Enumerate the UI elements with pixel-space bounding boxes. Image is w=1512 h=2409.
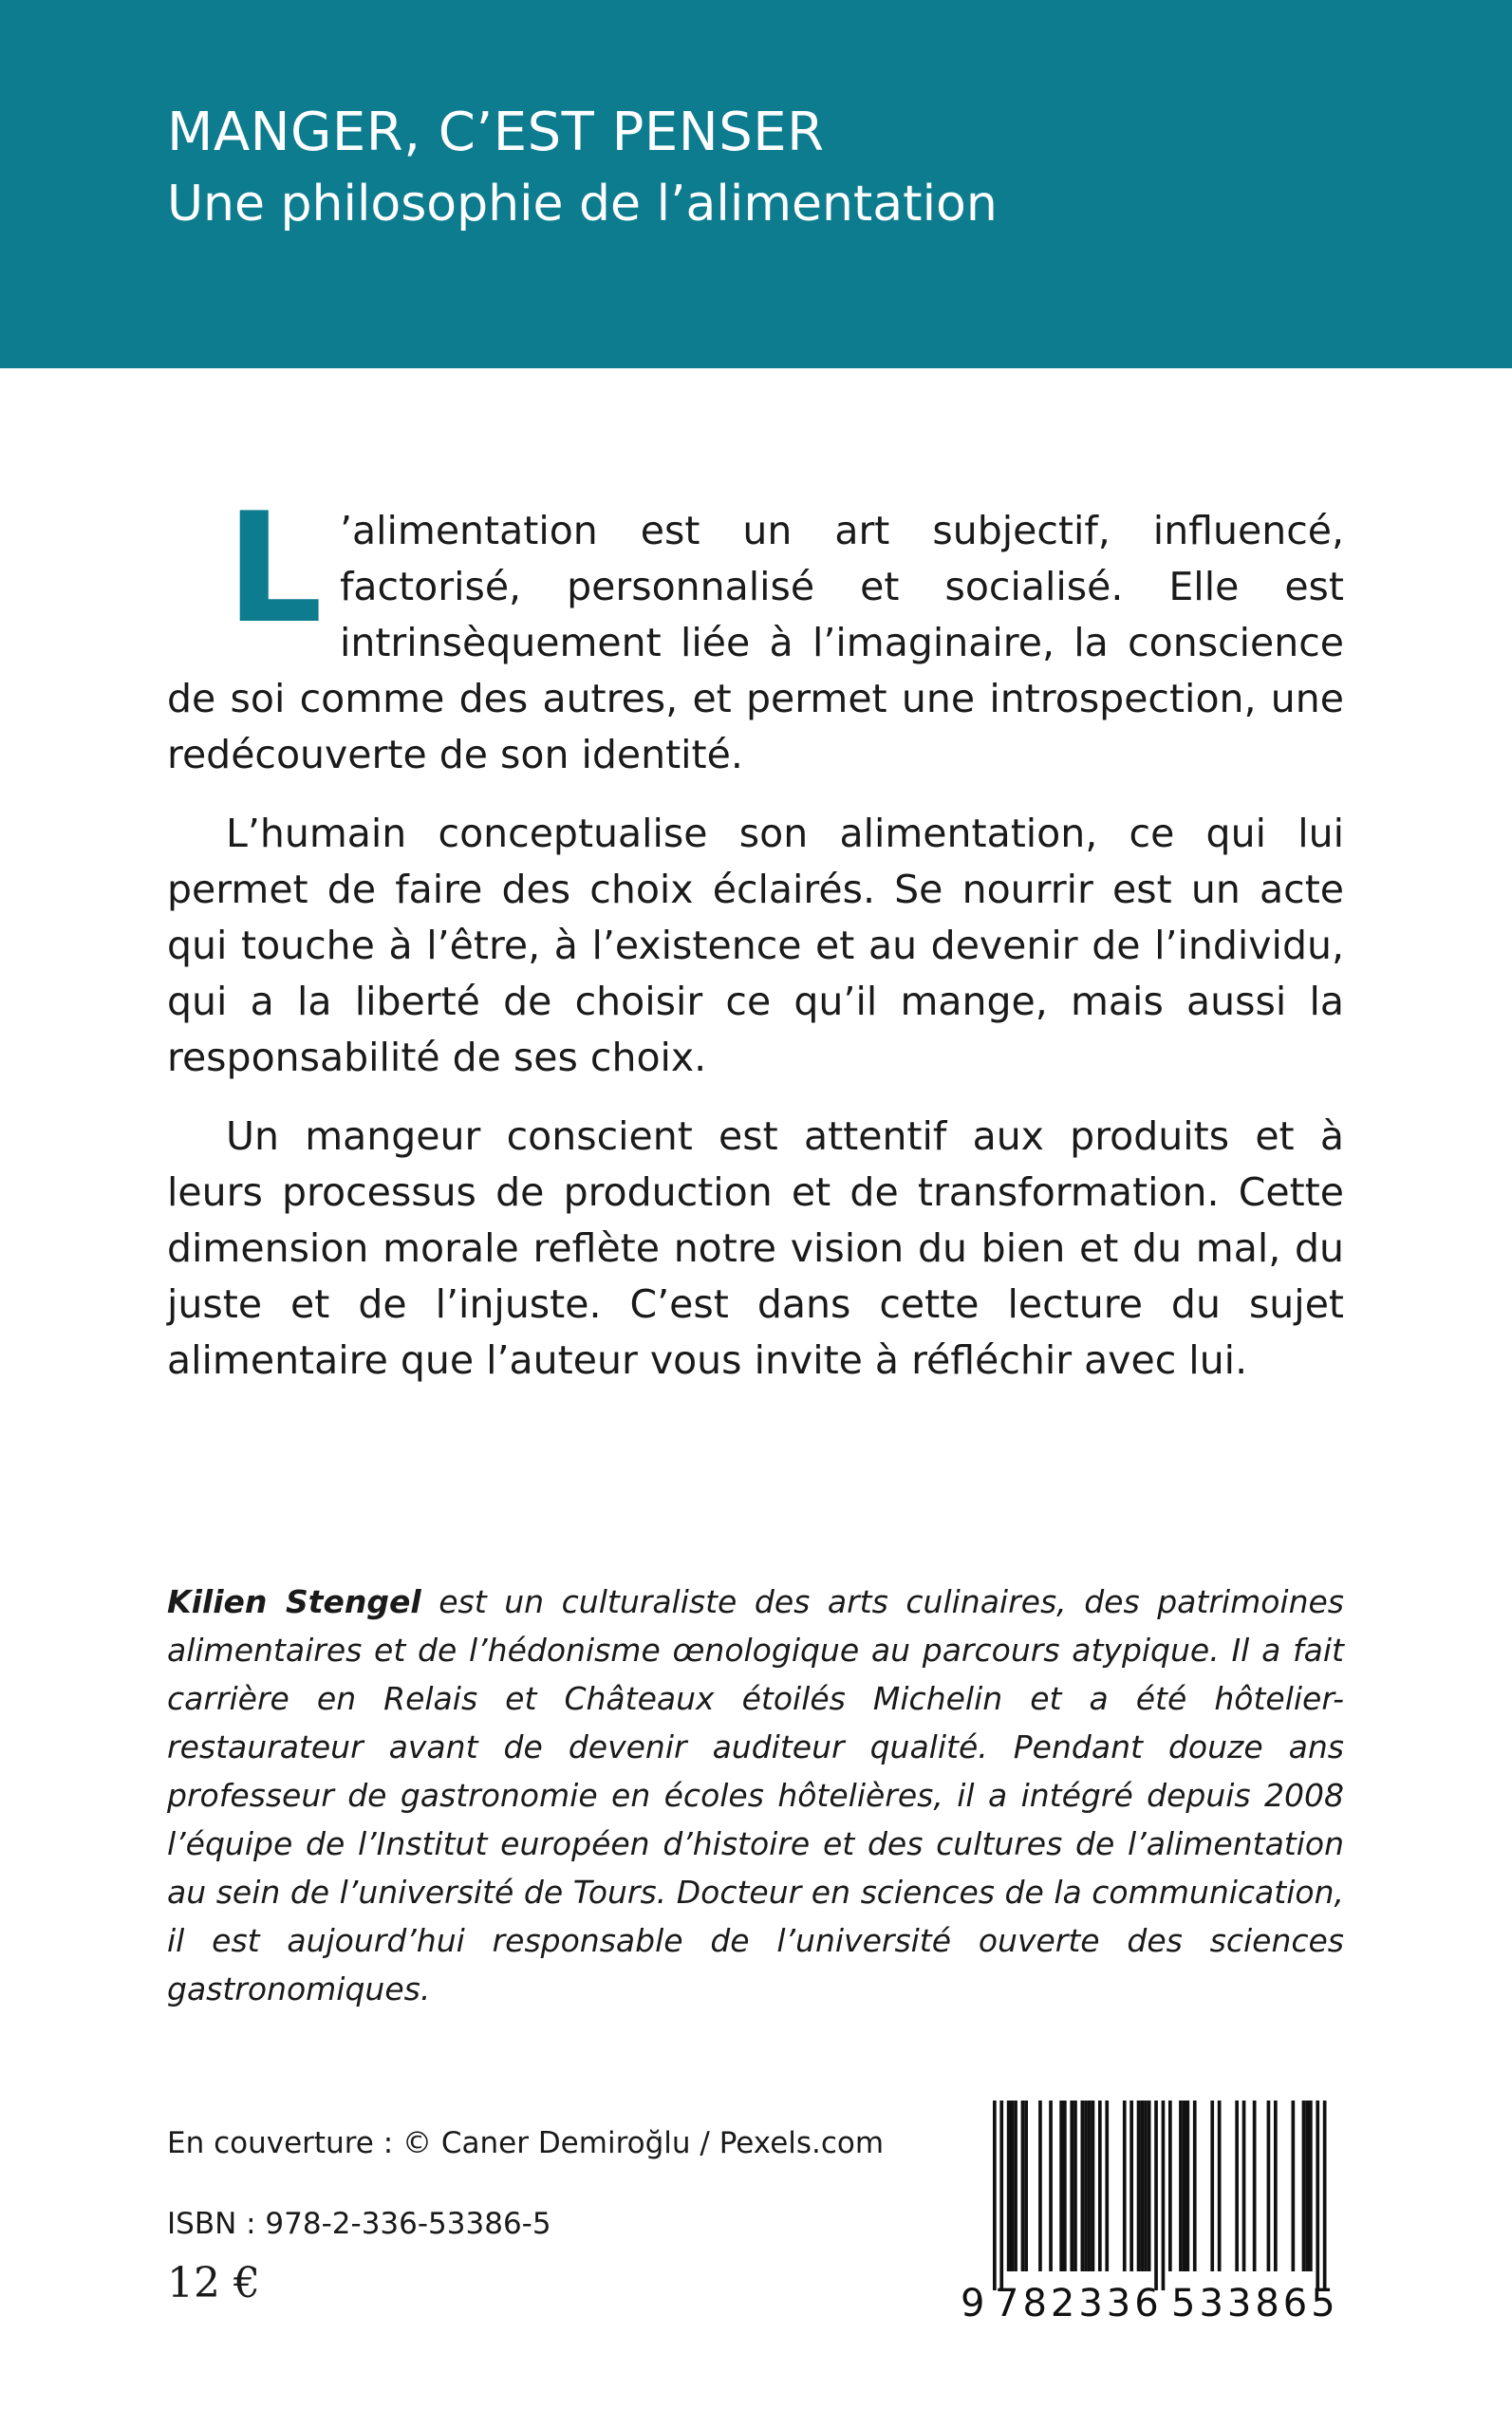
book-title: MANGER, C’EST PENSER: [167, 102, 825, 163]
barcode-bar: [1305, 2101, 1309, 2271]
barcode-bar: [1137, 2101, 1141, 2271]
barcode-bar: [1183, 2101, 1186, 2271]
barcode-bar: [1168, 2101, 1172, 2271]
cover-credit: En couverture : © Caner Demiroğlu / Pexels.com: [167, 2126, 885, 2160]
isbn: ISBN : 978-2-336-53386-5: [167, 2207, 551, 2241]
drop-cap: L: [226, 479, 323, 657]
barcode-digits: [961, 2279, 1340, 2328]
barcode-bar: [1098, 2101, 1102, 2271]
barcode-bar: [1179, 2101, 1183, 2271]
barcode-bar: [1253, 2101, 1257, 2271]
barcode-bar: [1218, 2101, 1222, 2271]
barcode-bar: [1049, 2101, 1053, 2271]
barcode-bar: [1063, 2101, 1067, 2271]
barcode-bar: [1140, 2101, 1144, 2271]
barcode-bar: [1309, 2101, 1313, 2271]
barcode-right-group: 533865: [1171, 2282, 1339, 2325]
barcode-bar: [1123, 2101, 1127, 2271]
barcode-bar: [1323, 2101, 1327, 2290]
barcode-first-digit: 9: [961, 2282, 985, 2325]
barcode-bar: [1186, 2101, 1190, 2271]
barcode-bar: [1162, 2101, 1166, 2290]
barcode-bar: [1038, 2101, 1042, 2271]
barcode-bar: [1144, 2101, 1148, 2271]
barcode-bar: [1210, 2101, 1214, 2271]
cover-header-band: [0, 0, 1512, 368]
barcode-bar: [1292, 2101, 1296, 2271]
barcode-bar: [999, 2101, 1003, 2290]
barcode-bar: [1011, 2101, 1015, 2271]
barcode: [961, 2101, 1340, 2330]
barcode-bar: [1267, 2101, 1271, 2271]
blurb-paragraph-1: [167, 479, 1344, 783]
barcode-bar: [1154, 2101, 1158, 2290]
barcode-bar: [1274, 2101, 1278, 2271]
barcode-bar: [1129, 2101, 1133, 2271]
barcode-bar: [1024, 2101, 1028, 2271]
barcode-bar: [1007, 2101, 1011, 2271]
blurb-paragraph-3: Un mangeur conscient est attentif aux produits et à leurs processus de production et de transformation. Cette dimension morale reflète notre vision du bien et du mal, du juste et de l’injuste. C’est dans cette lecture du sujet alimentaire que l’auteur vous invite à réfléchir avec lui.: [167, 1113, 1344, 1383]
blurb-paragraph-2: L’humain conceptualise son alimentation, ce qui lui permet de faire des choix éclairés. Se nourrir est un acte qui touche à l’être, à l’existence et au devenir de l’individu, qui a la liberté de choisir ce qu’il mange, mais aussi la responsabilité de ses choix.: [167, 811, 1344, 1080]
barcode-bar: [1088, 2101, 1092, 2271]
barcode-bar: [1316, 2101, 1319, 2290]
barcode-bar: [1070, 2101, 1073, 2271]
barcode-bar: [1193, 2101, 1197, 2271]
barcode-left-group: 782336: [995, 2282, 1163, 2325]
blurb-paragraph-1-text: ’alimentation est un art subjectif, influencé, factorisé, personnalisé et socialisé. Elle est intrinsèquement liée à l’imaginaire, la conscience de soi comme des autres, et permet une introspection, une redécouverte de son identité.: [167, 508, 1344, 777]
book-subtitle: Une philosophie de l’alimentation: [167, 176, 998, 233]
author-bio-text: est un culturaliste des arts culinaires, des patrimoines alimentaires et de l’hédonisme œnologique au parcours atypique. Il a fait carrière en Relais et Châteaux étoilés Michelin et a été hôtelier-restaurateur avant de devenir auditeur qualité. Pendant douze ans professeur de gastronomie en écoles hôtelières, il a intégré depuis 2008 l’équipe de l’Institut européen d’histoire et des cultures de l’alimentation au sein de l’université de Tours. Docteur en sciences de la communication, il est aujourd’hui responsable de l’université ouverte des sciences gastronomiques.: [167, 1583, 1344, 2008]
barcode-bars: [961, 2101, 1340, 2290]
author-bio: [167, 1578, 1344, 2013]
barcode-bar: [1235, 2101, 1239, 2271]
barcode-bar: [993, 2101, 997, 2290]
barcode-bar: [1148, 2101, 1151, 2271]
barcode-bar: [1302, 2101, 1306, 2271]
book-blurb: [167, 479, 1344, 1411]
barcode-bar: [1073, 2101, 1077, 2271]
barcode-bar: [1021, 2101, 1025, 2271]
barcode-bar: [1242, 2101, 1246, 2271]
barcode-bar: [1014, 2101, 1017, 2271]
author-name: Kilien Stengel: [167, 1583, 421, 1620]
barcode-bar: [1081, 2101, 1085, 2271]
barcode-bar: [1105, 2101, 1109, 2271]
barcode-bar: [1084, 2101, 1088, 2271]
price: 12 €: [167, 2259, 260, 2307]
barcode-bar: [1059, 2101, 1063, 2271]
barcode-bar: [1092, 2101, 1095, 2271]
